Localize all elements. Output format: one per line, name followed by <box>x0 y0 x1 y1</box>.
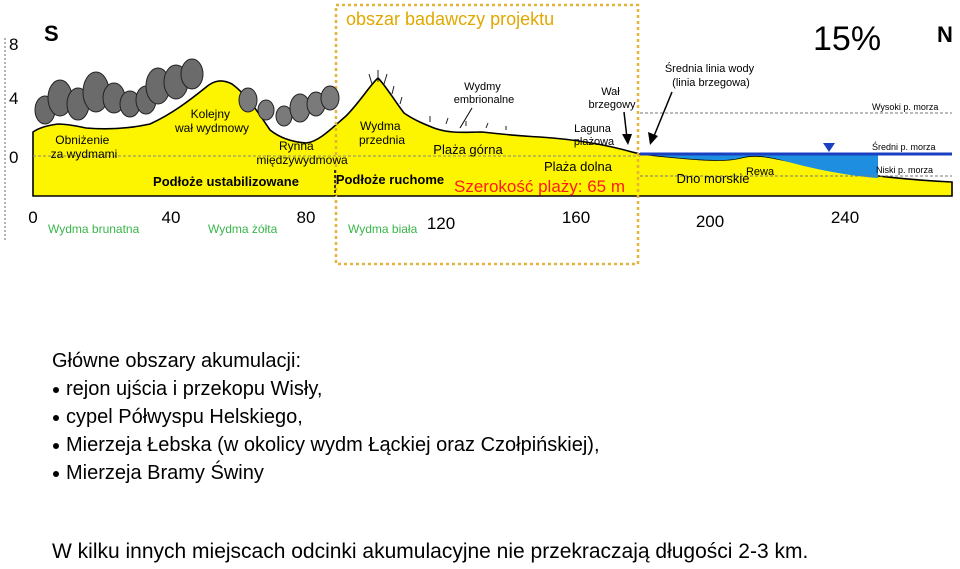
list-item: Mierzeja Bramy Świny <box>52 459 952 487</box>
accumulation-heading: Główne obszary akumulacji: <box>52 350 301 372</box>
label-kolejny-wal: Kolejny wał wydmowy <box>174 107 250 135</box>
label-wal-brzegowy: Wał brzegowy <box>588 86 636 111</box>
x-tick-80: 80 <box>296 208 316 227</box>
label-rewa: Rewa <box>745 166 775 178</box>
label-podloze-ruchome: Podłoże ruchome <box>335 172 445 187</box>
label-wydma-biala: Wydma biała <box>348 222 418 236</box>
y-tick-8: 8 <box>9 35 19 54</box>
x-tick-240: 240 <box>830 208 860 227</box>
arrow-srednia-linia <box>654 92 672 136</box>
list-item: Mierzeja Łebska (w okolicy wydm Łąckiej oraz Czołpińskiej), <box>52 431 952 459</box>
slope-percent: 15% <box>813 20 882 58</box>
label-mid-sea-level: Średni p. morza <box>872 142 936 152</box>
label-srednia-linia: Średnia linia wody (linia brzegowa) <box>664 63 755 89</box>
x-tick-160: 160 <box>561 208 591 227</box>
list-item: cypel Półwyspu Helskiego, <box>52 403 952 431</box>
label-plaza-dolna: Plaża dolna <box>544 159 612 174</box>
arrowhead-srednia-linia <box>648 132 658 145</box>
label-rynna: Rynna międzywydmowa <box>256 139 348 167</box>
label-obnizenie: Obniżenie za wydmami <box>50 133 118 161</box>
x-tick-120: 120 <box>426 214 456 233</box>
y-tick-4: 4 <box>9 89 19 108</box>
label-wydmy-embrionalne: Wydmy embrionalne <box>453 81 515 106</box>
label-wydma-brunatna: Wydma brunatna <box>48 222 140 236</box>
text-block <box>52 347 952 487</box>
label-low-sea-level: Niski p. morza <box>876 165 934 175</box>
label-wydma-zolta: Wydma żółta <box>208 222 278 236</box>
label-szerokosc-plazy: Szerokość plaży: 65 m <box>454 177 626 196</box>
north-label: N <box>937 22 953 47</box>
south-label: S <box>44 21 59 46</box>
study-area-label: obszar badawczy projektu <box>346 9 555 29</box>
label-podloze-ustabilizowane: Podłoże ustabilizowane <box>153 174 299 189</box>
x-tick-0: 0 <box>28 208 38 227</box>
label-wydma-przednia: Wydma przednia <box>358 119 406 147</box>
label-high-sea-level: Wysoki p. morza <box>872 102 939 112</box>
water-level-marker <box>823 143 835 152</box>
list-item: rejon ujścia i przekopu Wisły, <box>52 375 952 403</box>
footnote: W kilku innych miejscach odcinki akumulacyjne nie przekraczają długości 2-3 km. <box>52 540 809 563</box>
arrowhead-wal-brzegowy <box>622 134 632 145</box>
label-plaza-gorna: Plaża górna <box>433 142 503 157</box>
x-tick-200: 200 <box>695 212 725 231</box>
y-tick-0: 0 <box>9 148 19 167</box>
label-dno-morskie: Dno morskie <box>676 171 750 186</box>
label-laguna: Laguna plażowa <box>573 123 615 148</box>
x-tick-40: 40 <box>161 208 181 227</box>
accumulation-list <box>52 375 952 487</box>
